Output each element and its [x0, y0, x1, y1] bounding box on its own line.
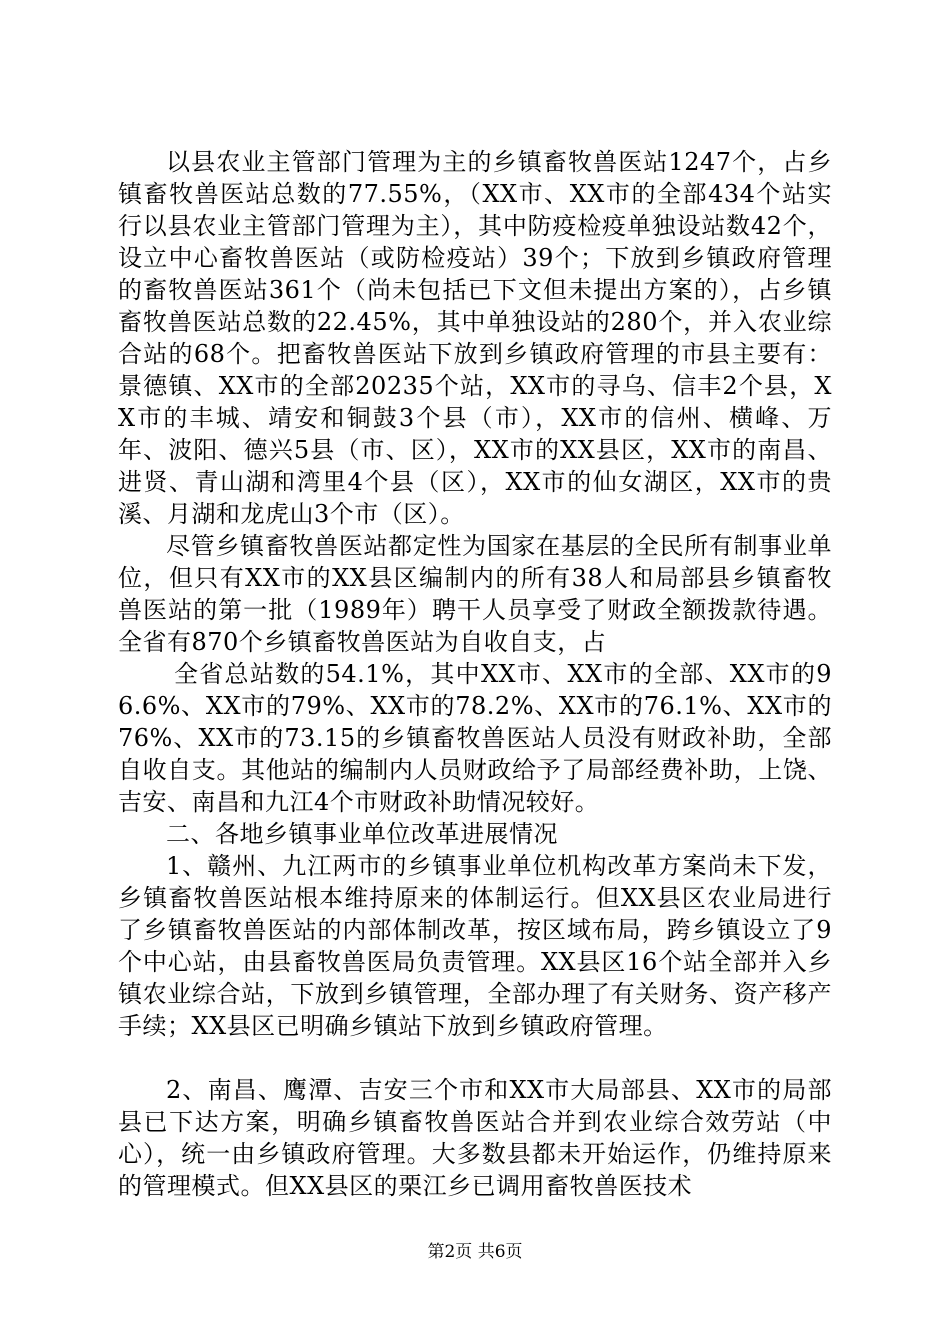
document-body: [118, 146, 832, 1202]
paragraph-staffing-funding: 尽管乡镇畜牧兽医站都定性为国家在基层的全民所有制事业单位，但只有XX市的XX县区编制内的所有38人和局部县乡镇畜牧兽医站的第一批（1989年）聘干人员享受了财政全额拨款待遇。全省有870个乡镇畜牧兽医站为自收自支，占: [118, 532, 832, 656]
paragraph-station-management: 以县农业主管部门管理为主的乡镇畜牧兽医站1247个，占乡镇畜牧兽医站总数的77.55%，（XX市、XX市的全部434个站实行以县农业主管部门管理为主），其中防疫检疫单独设站数42个，设立中心畜牧兽医站（或防检疫站）39个；下放到乡镇政府管理的畜牧兽医站361个（尚未包括已下文但未提出方案的），占乡镇畜牧兽医站总数的22.45%，其中单独设站的280个，并入农业综合站的68个。把畜牧兽医站下放到乡镇政府管理的市县主要有：景德镇、XX市的全部20235个站，XX市的寻乌、信丰2个县，XX市的丰城、靖安和铜鼓3个县（市），XX市的信州、横峰、万年、波阳、德兴5县（市、区），XX市的XX县区，XX市的南昌、进贤、青山湖和湾里4个县（区），XX市的仙女湖区，XX市的贵溪、月湖和龙虎山3个市（区）。: [118, 148, 832, 528]
paragraph-nanchang-yingtan-jian: 2、南昌、鹰潭、吉安三个市和XX市大局部县、XX市的局部县已下达方案，明确乡镇畜牧兽医站合并到农业综合效劳站（中心），统一由乡镇政府管理。大多数县都未开始运作，仍维持原来的管理模式。但XX县区的栗江乡已调用畜牧兽医技术: [118, 1076, 832, 1200]
section-heading-reform-progress: 二、各地乡镇事业单位改革进展情况: [166, 820, 558, 848]
page-number-footer: 第2页 共6页: [427, 1242, 523, 1262]
paragraph-self-funded-stations: 全省总站数的54.1%，其中XX市、XX市的全部、XX市的96.6%、XX市的79%、XX市的78.2%、XX市的76.1%、XX市的76%、XX市的73.15的乡镇畜牧兽医站人员没有财政补助，全部自收自支。其他站的编制内人员财政给予了局部经费补助，上饶、吉安、南昌和九江4个市财政补助情况较好。: [118, 660, 832, 816]
paragraph-ganzhou-jiujiang: 1、赣州、九江两市的乡镇事业单位机构改革方案尚未下发，乡镇畜牧兽医站根本维持原来的体制运行。但XX县区农业局进行了乡镇畜牧兽医站的内部体制改革，按区域布局，跨乡镇设立了9个中心站，由县畜牧兽医局负责管理。XX县区16个站全部并入乡镇农业综合站，下放到乡镇管理，全部办理了有关财务、资产移产手续；XX县区已明确乡镇站下放到乡镇政府管理。: [118, 852, 832, 1040]
